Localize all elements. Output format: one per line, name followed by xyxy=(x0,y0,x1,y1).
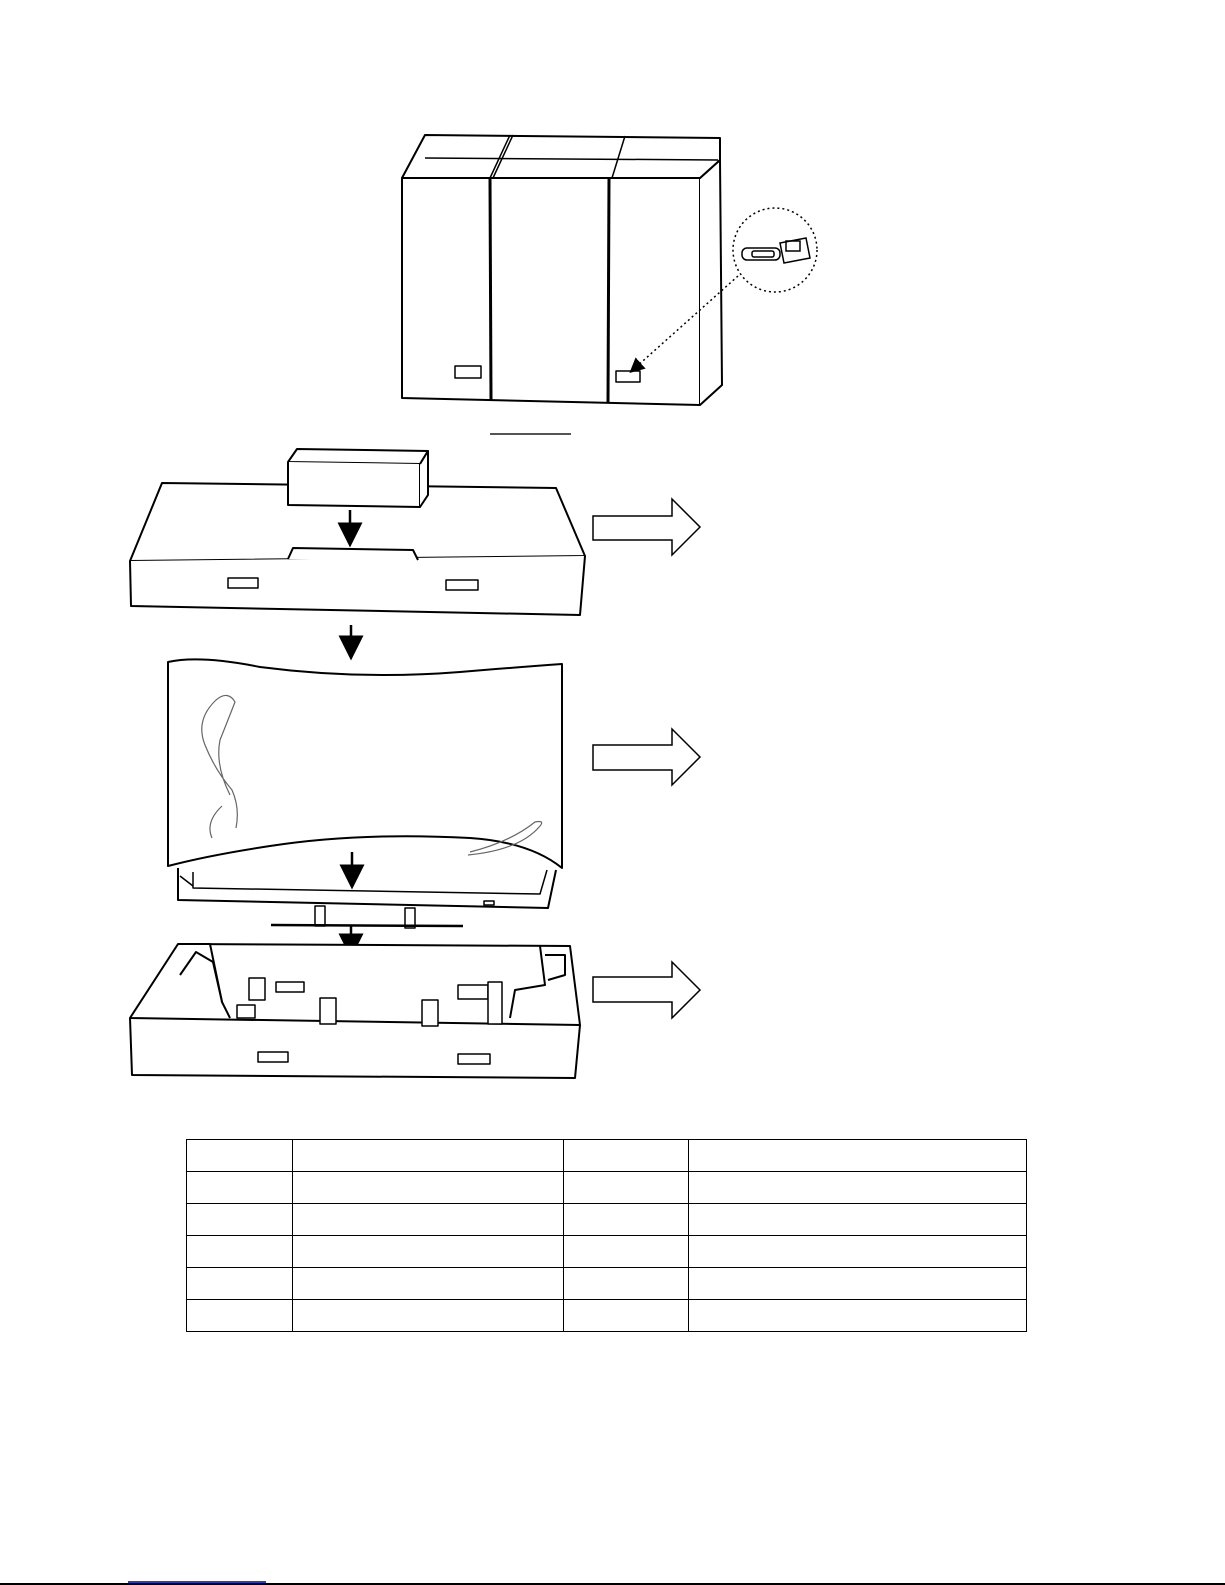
table-cell xyxy=(293,1300,564,1332)
right-arrow-icon xyxy=(593,962,700,1018)
parts-table-body xyxy=(187,1140,1027,1332)
table-cell xyxy=(293,1140,564,1172)
table-row xyxy=(187,1300,1027,1332)
bottom-cushion xyxy=(130,944,580,1078)
table-cell xyxy=(187,1204,293,1236)
table-cell xyxy=(689,1172,1027,1204)
table-cell xyxy=(689,1268,1027,1300)
right-arrow-icon xyxy=(593,499,700,555)
table-cell xyxy=(564,1300,689,1332)
table-cell xyxy=(564,1268,689,1300)
parts-table xyxy=(186,1139,1027,1332)
table-row xyxy=(187,1204,1027,1236)
table-cell xyxy=(564,1140,689,1172)
table-row xyxy=(187,1140,1027,1172)
table-cell xyxy=(689,1300,1027,1332)
right-arrow-icon xyxy=(593,729,700,785)
table-row xyxy=(187,1236,1027,1268)
table-cell xyxy=(689,1204,1027,1236)
table-row xyxy=(187,1172,1027,1204)
outer-carton xyxy=(402,135,722,405)
tv-in-bag xyxy=(168,659,562,928)
footer-link[interactable] xyxy=(128,1581,266,1583)
table-cell xyxy=(187,1172,293,1204)
table-cell xyxy=(187,1300,293,1332)
accessory-box xyxy=(288,449,428,507)
table-cell xyxy=(187,1140,293,1172)
table-row xyxy=(187,1268,1027,1300)
table-cell xyxy=(564,1172,689,1204)
table-cell xyxy=(187,1236,293,1268)
table-cell xyxy=(293,1236,564,1268)
table-cell xyxy=(564,1236,689,1268)
table-cell xyxy=(689,1236,1027,1268)
table-cell xyxy=(187,1268,293,1300)
table-cell xyxy=(293,1204,564,1236)
table-cell xyxy=(293,1268,564,1300)
table-cell xyxy=(293,1172,564,1204)
table-cell xyxy=(689,1140,1027,1172)
table-cell xyxy=(564,1204,689,1236)
